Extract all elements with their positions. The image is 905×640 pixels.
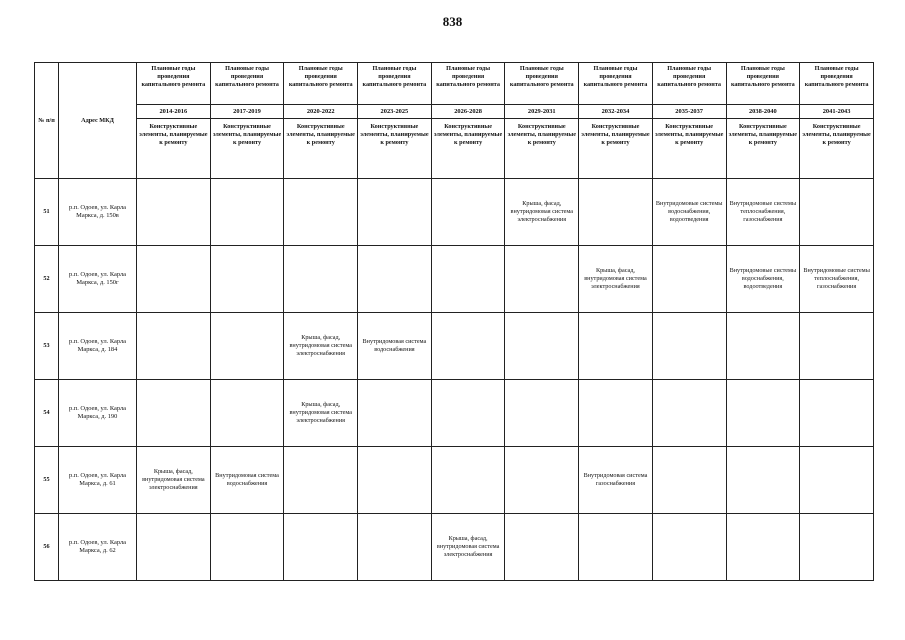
- period-years: 2026-2028: [431, 105, 505, 119]
- repair-cell: [505, 514, 579, 581]
- repair-cell: Внутридомовые системы теплоснабжения, газоснабжения: [726, 179, 800, 246]
- repair-cell: Крыша, фасад, внутридомовая система электроснабжения: [579, 246, 653, 313]
- repair-cell: [284, 246, 358, 313]
- period-years: 2032-2034: [579, 105, 653, 119]
- repair-cell: [210, 179, 284, 246]
- table-row: [35, 246, 874, 313]
- period-title: Плановые годы проведения капитального ремонта: [431, 63, 505, 105]
- period-title: Плановые годы проведения капитального ремонта: [358, 63, 432, 105]
- repair-cell: [579, 380, 653, 447]
- header-row-years: [35, 105, 874, 119]
- row-address: р.п. Одоев, ул. Карла Маркса, д. 61: [59, 447, 137, 514]
- column-header-address: Адрес МКД: [59, 63, 137, 179]
- repair-cell: [652, 514, 726, 581]
- row-address: р.п. Одоев, ул. Карла Маркса, д. 150г: [59, 246, 137, 313]
- row-number: 54: [35, 380, 59, 447]
- repair-cell: [505, 380, 579, 447]
- repair-cell: [726, 380, 800, 447]
- repair-cell: [579, 313, 653, 380]
- repair-cell: [652, 447, 726, 514]
- table-row: [35, 380, 874, 447]
- repair-cell: [726, 313, 800, 380]
- period-elements-header: Конструктивные элементы, планируемые к ремонту: [431, 119, 505, 179]
- repair-cell: [137, 246, 211, 313]
- row-number: 53: [35, 313, 59, 380]
- period-elements-header: Конструктивные элементы, планируемые к ремонту: [800, 119, 874, 179]
- repair-cell: [358, 179, 432, 246]
- repair-cell: [284, 179, 358, 246]
- repair-cell: [431, 246, 505, 313]
- table-row: [35, 313, 874, 380]
- period-elements-header: Конструктивные элементы, планируемые к ремонту: [210, 119, 284, 179]
- period-title: Плановые годы проведения капитального ремонта: [579, 63, 653, 105]
- repair-cell: [137, 179, 211, 246]
- table-body: [35, 179, 874, 581]
- repair-cell: [505, 313, 579, 380]
- row-address: р.п. Одоев, ул. Карла Маркса, д. 184: [59, 313, 137, 380]
- page-number: 838: [442, 14, 463, 29]
- row-number: 55: [35, 447, 59, 514]
- repair-cell: [652, 246, 726, 313]
- period-years: 2023-2025: [358, 105, 432, 119]
- repair-cell: [800, 447, 874, 514]
- row-number: 52: [35, 246, 59, 313]
- repair-cell: Внутридомовые системы водоснабжения, водоотведения: [726, 246, 800, 313]
- period-title: Плановые годы проведения капитального ремонта: [210, 63, 284, 105]
- repair-cell: [137, 380, 211, 447]
- repair-cell: [358, 447, 432, 514]
- repair-cell: Внутридомовая система водоснабжения: [358, 313, 432, 380]
- table-row: [35, 447, 874, 514]
- repair-cell: Внутридомовая система газоснабжения: [579, 447, 653, 514]
- repair-cell: [137, 514, 211, 581]
- period-years: 2029-2031: [505, 105, 579, 119]
- repair-cell: Внутридомовая система водоснабжения: [210, 447, 284, 514]
- repair-cell: [431, 380, 505, 447]
- table-row: [35, 514, 874, 581]
- period-title: Плановые годы проведения капитального ремонта: [726, 63, 800, 105]
- repair-cell: [431, 447, 505, 514]
- period-years: 2038-2040: [726, 105, 800, 119]
- repair-cell: [800, 179, 874, 246]
- period-years: 2041-2043: [800, 105, 874, 119]
- period-years: 2017-2019: [210, 105, 284, 119]
- period-elements-header: Конструктивные элементы, планируемые к ремонту: [726, 119, 800, 179]
- repair-cell: [579, 179, 653, 246]
- repair-cell: [137, 313, 211, 380]
- repair-cell: [210, 514, 284, 581]
- repair-cell: Крыша, фасад, внутридомовая система электроснабжения: [284, 380, 358, 447]
- repair-cell: [284, 447, 358, 514]
- repair-cell: [726, 514, 800, 581]
- row-number: 51: [35, 179, 59, 246]
- period-elements-header: Конструктивные элементы, планируемые к ремонту: [358, 119, 432, 179]
- period-title: Плановые годы проведения капитального ремонта: [505, 63, 579, 105]
- header-row-elements: [35, 119, 874, 179]
- repair-cell: [358, 246, 432, 313]
- repair-cell: [800, 380, 874, 447]
- repair-cell: [358, 514, 432, 581]
- repair-cell: [579, 514, 653, 581]
- period-years: 2014-2016: [137, 105, 211, 119]
- period-title: Плановые годы проведения капитального ремонта: [284, 63, 358, 105]
- period-elements-header: Конструктивные элементы, планируемые к ремонту: [579, 119, 653, 179]
- period-years: 2020-2022: [284, 105, 358, 119]
- period-elements-header: Конструктивные элементы, планируемые к ремонту: [137, 119, 211, 179]
- row-address: р.п. Одоев, ул. Карла Маркса, д. 150в: [59, 179, 137, 246]
- repair-cell: [210, 313, 284, 380]
- repair-cell: [431, 179, 505, 246]
- column-header-no: № п/п: [35, 63, 59, 179]
- repair-cell: Крыша, фасад, внутридомовая система электроснабжения: [137, 447, 211, 514]
- repair-cell: [505, 246, 579, 313]
- repair-cell: [210, 246, 284, 313]
- row-number: 56: [35, 514, 59, 581]
- repair-cell: [358, 380, 432, 447]
- capital-repair-schedule-table: [34, 62, 874, 581]
- repair-cell: [652, 380, 726, 447]
- repair-cell: [210, 380, 284, 447]
- period-title: Плановые годы проведения капитального ремонта: [800, 63, 874, 105]
- period-title: Плановые годы проведения капитального ремонта: [137, 63, 211, 105]
- repair-cell: [284, 514, 358, 581]
- repair-cell: Внутридомовые системы водоснабжения, водоотведения: [652, 179, 726, 246]
- period-years: 2035-2037: [652, 105, 726, 119]
- repair-cell: Внутридомовые системы теплоснабжения, газоснабжения: [800, 246, 874, 313]
- period-elements-header: Конструктивные элементы, планируемые к ремонту: [505, 119, 579, 179]
- repair-cell: [800, 313, 874, 380]
- row-address: р.п. Одоев, ул. Карла Маркса, д. 62: [59, 514, 137, 581]
- repair-cell: [505, 447, 579, 514]
- period-elements-header: Конструктивные элементы, планируемые к ремонту: [284, 119, 358, 179]
- repair-cell: [431, 313, 505, 380]
- row-address: р.п. Одоев, ул. Карла Маркса, д. 190: [59, 380, 137, 447]
- period-elements-header: Конструктивные элементы, планируемые к ремонту: [652, 119, 726, 179]
- repair-cell: [726, 447, 800, 514]
- repair-cell: Крыша, фасад, внутридомовая система электроснабжения: [505, 179, 579, 246]
- table-row: [35, 179, 874, 246]
- repair-cell: Крыша, фасад, внутридомовая система электроснабжения: [431, 514, 505, 581]
- header-row-titles: [35, 63, 874, 105]
- period-title: Плановые годы проведения капитального ремонта: [652, 63, 726, 105]
- repair-cell: [652, 313, 726, 380]
- repair-cell: [800, 514, 874, 581]
- table-header: [35, 63, 874, 179]
- repair-cell: Крыша, фасад, внутридомовая система электроснабжения: [284, 313, 358, 380]
